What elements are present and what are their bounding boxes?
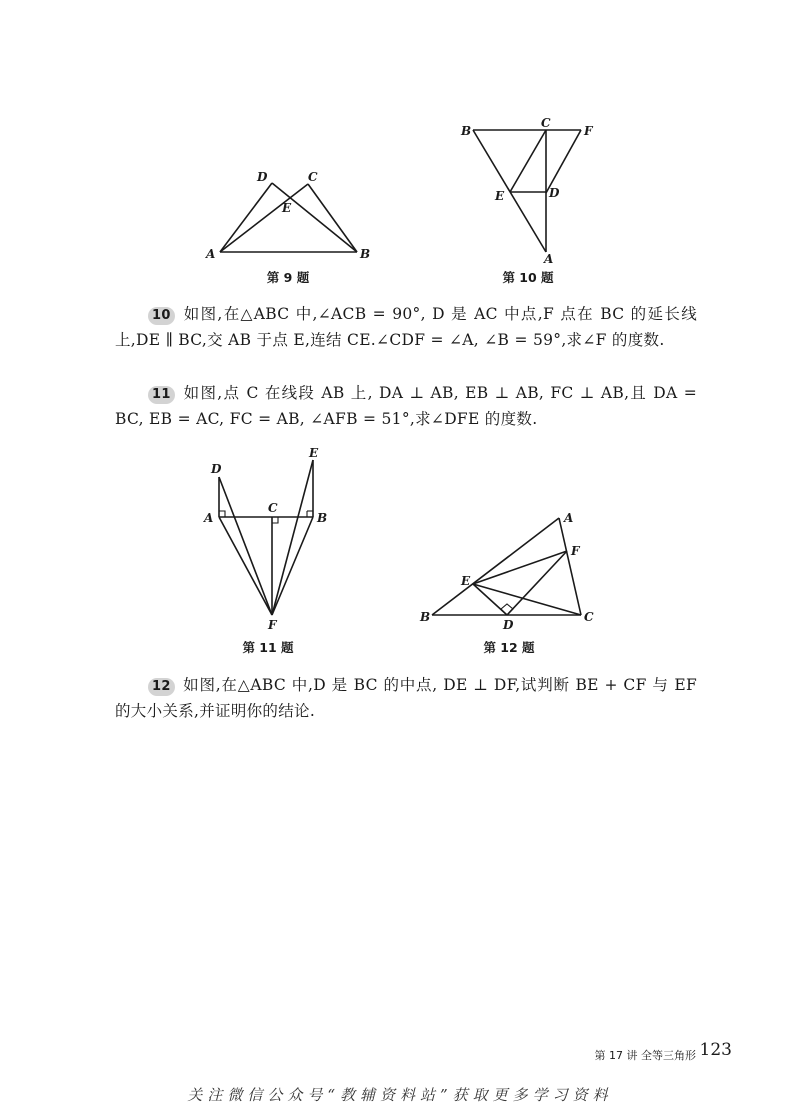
fig11-label-a: A	[204, 511, 214, 525]
watermark: 关注微信公众号“教辅资料站”获取更多学习资料	[187, 1086, 613, 1104]
figure-10-caption: 第 10 题	[502, 270, 554, 285]
problem-12-number: 12	[148, 678, 175, 696]
problem-12-text: 如图,在△ABC 中,D 是 BC 的中点, DE ⊥ DF,试判断 BE + CF 与 EF 的大小关系,并证明你的结论.	[115, 676, 697, 720]
footer-chapter: 第 17 讲 全等三角形	[594, 1049, 696, 1062]
fig11-label-c: C	[268, 501, 278, 515]
fig10-label-a: A	[544, 252, 554, 266]
figure-11-lines	[219, 460, 313, 615]
page-number: 123	[699, 1040, 732, 1060]
figure-11-caption: 第 11 题	[242, 640, 294, 655]
fig9-label-e: E	[282, 201, 292, 215]
fig12-label-a: A	[564, 511, 574, 525]
fig10-label-f: F	[584, 124, 593, 138]
fig11-label-d: D	[211, 462, 222, 476]
fig10-label-d: D	[549, 186, 560, 200]
figure-11	[195, 445, 340, 635]
fig10-label-c: C	[541, 116, 551, 130]
fig10-label-e: E	[495, 189, 505, 203]
problem-11-number: 11	[148, 386, 175, 404]
fig12-label-d: D	[503, 618, 514, 632]
problem-11-text: 如图,点 C 在线段 AB 上, DA ⊥ AB, EB ⊥ AB, FC ⊥ AB,且 DA = BC, EB = AC, FC = AB, ∠AFB = 51°,求∠DFE 的度数.	[115, 384, 697, 428]
figure-9-caption: 第 9 题	[266, 270, 310, 285]
problem-12	[115, 672, 697, 724]
problem-11	[115, 380, 697, 432]
figure-9	[205, 165, 380, 265]
figure-12-caption: 第 12 题	[483, 640, 535, 655]
fig9-label-a: A	[206, 247, 216, 261]
fig12-label-b: B	[420, 610, 431, 624]
figure-12	[415, 505, 605, 630]
fig12-label-e: E	[461, 574, 471, 588]
figure-12-lines	[432, 518, 581, 615]
fig9-label-d: D	[257, 170, 268, 184]
problem-10-number: 10	[148, 307, 175, 325]
fig11-label-b: B	[317, 511, 328, 525]
fig10-label-b: B	[461, 124, 472, 138]
figure-10-lines	[473, 130, 581, 252]
figure-10	[455, 115, 605, 265]
fig12-label-f: F	[571, 544, 580, 558]
fig12-label-c: C	[584, 610, 594, 624]
problem-10	[115, 301, 697, 353]
problem-10-text: 如图,在△ABC 中,∠ACB = 90°, D 是 AC 中点,F 点在 BC 的延长线上,DE ∥ BC,交 AB 于点 E,连结 CE.∠CDF = ∠A, ∠B = 59°,求∠F 的度数.	[115, 305, 697, 349]
fig9-label-b: B	[360, 247, 371, 261]
fig9-label-c: C	[308, 170, 318, 184]
fig11-label-f: F	[268, 618, 277, 632]
figure-9-lines	[220, 183, 357, 252]
fig11-label-e: E	[309, 446, 319, 460]
